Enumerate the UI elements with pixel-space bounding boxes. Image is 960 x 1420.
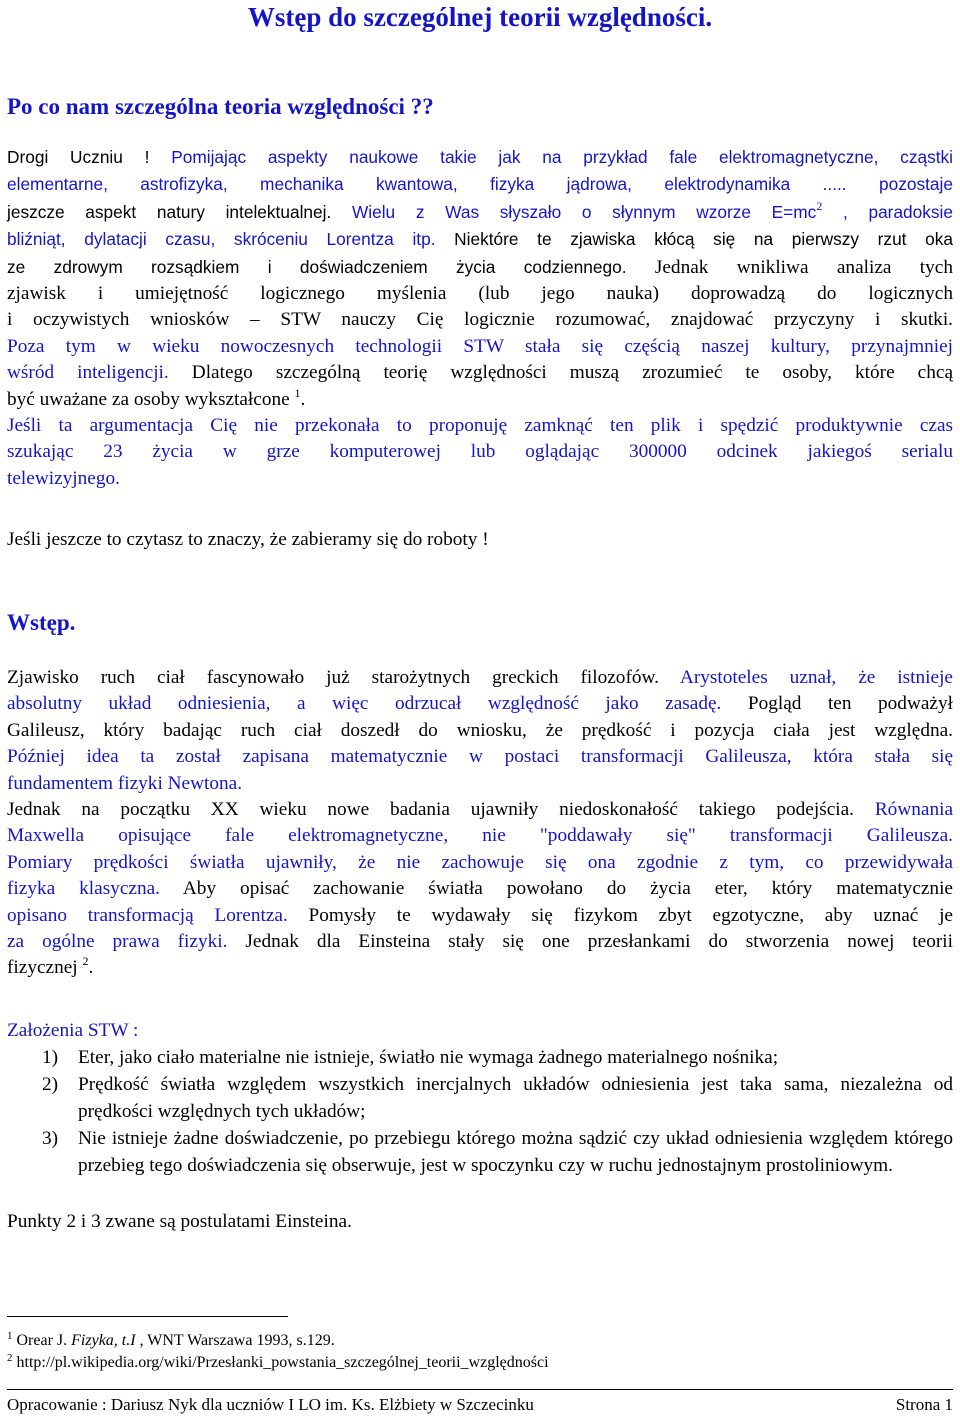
footnote-2: $^2$ http://pl.wikipedia.org/wiki/Przesłanki_powstania_szczególnej_teorii_względności bbox=[7, 1352, 549, 1371]
section-heading-why: Po co nam szczególna teoria względności ?? bbox=[7, 94, 434, 119]
postulates-list bbox=[7, 1044, 953, 1179]
footer-page-number: Strona 1 bbox=[895, 1395, 953, 1414]
list-item: 3) Nie istnieje żadne doświadczenie, po przebiegu którego można sądzić czy układ odniesienia względem którego przebieg tego doświadczenia się obserwuje, jest w spoczynku czy w ruchu jednostajnym prostoliniowym. bbox=[42, 1128, 953, 1176]
footer-author: Opracowanie : Dariusz Nyk dla uczniów I LO im. Ks. Elżbiety w Szczecinku bbox=[7, 1395, 534, 1414]
wstep-paragraph: Zjawisko ruch ciał fascynowało już starożytnych greckich filozofów. Arystoteles uznał, że istnieje absolutny układ odniesienia, a więc odrzucał względność jako zasadę. Pogląd ten podważył Galileusz, który badając ruch ciał doszedł do wniosku, że prędkość i pozycja ciała jest względna. Później idea ta został zapisana matematycznie w postaci transformacji Galileusza, która stała się fundamentem fizyki Newtona. Jednak na początku XX wieku nowe badania ujawniły niedoskonałość takiego podejścia. Równania Maxwella opisujące fale elektromagnetyczne, nie "poddawały się" transformacji Galileusza. Pomiary prędkości światła ujawniły, że nie zachowuje się ona zgodnie z tym, co przewidywała fizyka klasyczna. Aby opisać zachowanie światła powołano do życia eter, który matematycznie opisano transformacją Lorentza. Pomysły te wydawały się fizykom zbyt egzotyczne, aby uznać je za ogólne prawa fizyki. Jednak dla Einsteina stały się one przesłankami do stworzenia nowej teorii fizycznej $^2$. bbox=[7, 667, 954, 979]
postulates-closing: Punkty 2 i 3 zwane są postulatami Einsteina. bbox=[7, 1211, 352, 1232]
footnote-1: $^1$ Orear J. Fizyka, t.I , WNT Warszawa 1993, s.129. bbox=[7, 1330, 335, 1349]
document-title: Wstęp do szczególnej teorii względności. bbox=[247, 2, 713, 32]
section-heading-wstep: Wstęp. bbox=[7, 610, 76, 635]
intro-paragraph: Drogi Uczniu ! Pomijając aspekty naukowe takie jak na przykład fale elektromagnetyczne, cząstki elementarne, astrofizyka, mechanika kwantowa, fizyka jądrowa, elektrodynamika ..... pozostaje jeszcze aspekt natury intelektualnej. Wielu z Was słyszało o słynnym wzorze $E=mc^2$ , paradoksie bliźniąt, dylatacji czasu, skróceniu Lorentza itp. Niektóre te zjawiska kłócą się na pierwszy rzut oka ze zdrowym rozsądkiem i doświadczeniem życia codziennego. Jednak wnikliwa analiza tych zjawisk i umiejętność logicznego myślenia (lub jego nauka) doprowadzą do logicznych i oczywistych wniosków – STW nauczy Cię logicznie rozumować, znajdować przyczyny i skutki. Poza tym w wieku nowoczesnych technologii STW stała się częścią naszej kultury, przynajmniej wśród inteligencji. Dlatego szczególną teorię względności muszą zrozumieć te osoby, które chcą być uważane za osoby wykształcone $^1$. Jeśli ta argumentacja Cię nie przekonała to proponuję zamknąć ten plik i spędzić produktywnie czas szukając 23 życia w grze komputerowej lub oglądając 300000 odcinek jakiegoś serialu telewizyjnego. bbox=[7, 147, 954, 489]
footnote-separator bbox=[7, 1316, 288, 1317]
page-footer bbox=[7, 1389, 953, 1417]
list-item: 1) Eter, jako ciało materialne nie istnieje, światło nie wymaga żadnego materialnego nośnika; bbox=[42, 1047, 779, 1068]
robot-line: Jeśli jeszcze to czytasz to znaczy, że zabieramy się do roboty ! bbox=[7, 529, 489, 550]
zalozenia-heading: Założenia STW : bbox=[7, 1020, 139, 1041]
list-item: 2) Prędkość światła względem wszystkich inercjalnych układów odniesienia jest taka sama, niezależna od prędkości względnych tych układów; bbox=[42, 1074, 953, 1122]
